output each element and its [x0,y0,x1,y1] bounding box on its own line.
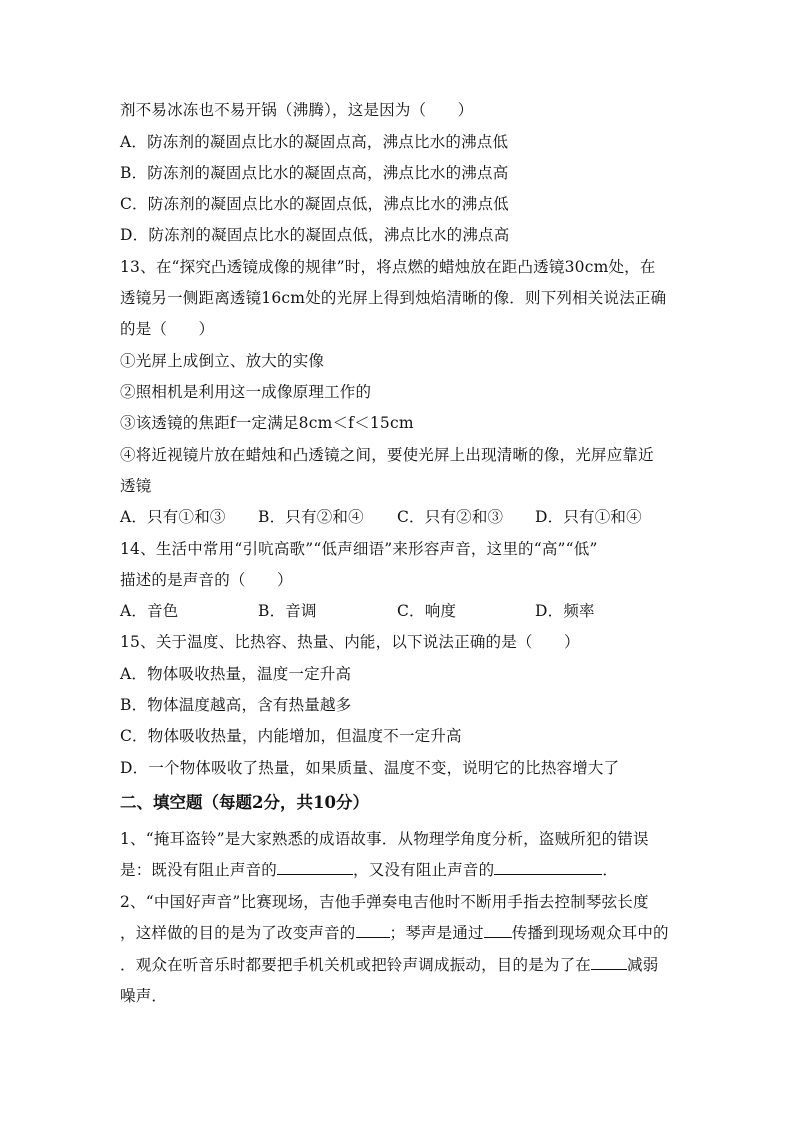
f2-text-b: ；琴声是通过 [389,924,484,942]
q13-option-b: B．只有②和④ [258,508,364,526]
q13-option-c: C．只有②和③ [397,508,504,526]
f1-text-c: ． [602,861,619,879]
f1-blank-1 [277,860,353,875]
q12-option-b: B．防冻剂的凝固点比水的凝固点高，沸点比水的沸点高 [120,164,509,182]
f2-text-d: ．观众在听音乐时都要把手机关机或把铃声调成振动，目的是为了在 [120,956,592,974]
q13-stem-line3: 的是（ ） [120,320,215,338]
q15-stem: 15、关于温度、比热容、热量、内能，以下说法正确的是（ ） [120,633,580,651]
f1-line2 [120,860,618,880]
q14-option-c: C．响度 [397,602,457,620]
q14-options [120,601,595,621]
q13-option-d: D．只有①和④ [535,508,642,526]
f2-line2 [120,923,669,943]
f1-blank-2 [494,860,602,875]
q13-stem-line2: 透镜另一侧距离透镜16cm处的光屏上得到烛焰清晰的像．则下列相关说法正确 [120,289,667,307]
f1-line1: 1、“掩耳盗铃”是大家熟悉的成语故事．从物理学角度分析，盗贼所犯的错误 [120,830,649,848]
f2-text-e: 减弱 [627,956,659,974]
f2-line1: 2、“中国好声音”比赛现场，吉他手弹奏电吉他时不断用手指去控制琴弦长度 [120,893,649,911]
q13-options [120,507,642,527]
f2-blank-1 [356,923,390,938]
q13-statement-4-cont: 透镜 [120,477,152,495]
f1-text-b: ，又没有阻止声音的 [353,861,495,879]
f2-line3 [120,955,658,975]
q12-stem: 剂不易冰冻也不易开锅（沸腾），这是因为（ ） [120,101,474,119]
q14-stem-line1: 14、生活中常用“引吭高歌”“低声细语”来形容声音，这里的“高”“低” [120,540,598,558]
q14-option-a: A．音色 [120,602,179,620]
q13-statement-4: ④将近视镜片放在蜡烛和凸透镜之间，要使光屏上出现清晰的像，光屏应靠近 [120,446,654,464]
q13-statement-1: ①光屏上成倒立、放大的实像 [120,352,325,370]
q14-option-d: D．频率 [535,602,595,620]
q14-stem-line2: 描述的是声音的（ ） [120,571,293,589]
f2-line4: 噪声． [120,987,168,1005]
q12-option-c: C．防冻剂的凝固点比水的凝固点低，沸点比水的沸点低 [120,195,509,213]
f2-blank-2 [484,923,512,938]
q13-statement-3: ③该透镜的焦距f一定满足8cm＜f＜15cm [120,414,414,432]
q12-option-a: A．防冻剂的凝固点比水的凝固点高，沸点比水的沸点低 [120,133,509,151]
section-title: 二、填空题（每题2分，共10分） [120,793,369,812]
q13-stem-line1: 13、在“探究凸透镜成像的规律”时，将点燃的蜡烛放在距凸透镜30cm处，在 [120,258,656,276]
q13-option-a: A．只有①和③ [120,508,226,526]
q15-option-a: A．物体吸收热量，温度一定升高 [120,665,352,683]
q15-option-d: D．一个物体吸收了热量，如果质量、温度不变，说明它的比热容增大了 [120,759,620,777]
q15-option-b: B．物体温度越高，含有热量越多 [120,696,352,714]
q14-option-b: B．音调 [258,602,317,620]
q12-option-d: D．防冻剂的凝固点比水的凝固点低，沸点比水的沸点高 [120,226,510,244]
f1-text-a: 是：既没有阻止声音的 [120,861,278,879]
q13-statement-2: ②照相机是利用这一成像原理工作的 [120,383,372,401]
f2-text-c: 传播到现场观众耳中的 [511,924,669,942]
f2-text-a: ，这样做的目的是为了改变声音的 [120,924,356,942]
q15-option-c: C．物体吸收热量，内能增加，但温度不一定升高 [120,727,462,745]
f2-blank-3 [591,955,627,970]
